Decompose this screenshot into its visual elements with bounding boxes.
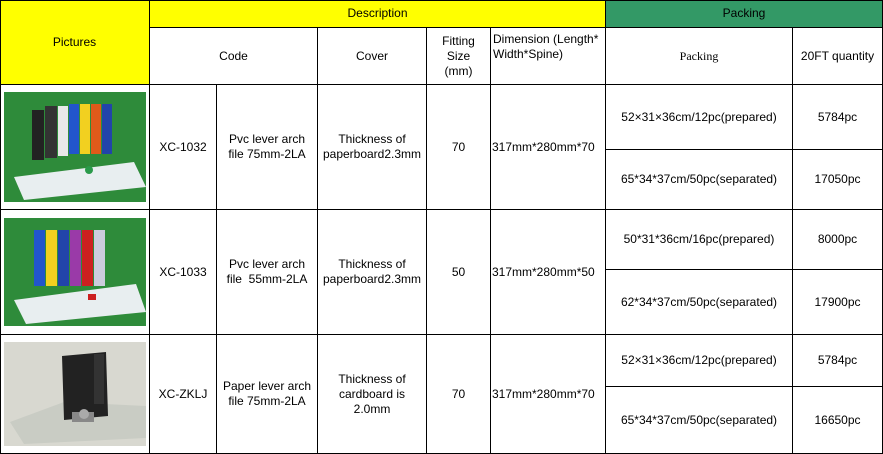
product-code: XC-1032 — [159, 139, 207, 154]
product-fitting-size: 70 — [451, 139, 466, 154]
header-cover — [318, 28, 427, 85]
product-name: Pvc lever arch file 55mm-2LA — [226, 257, 309, 286]
fitting-cell-2 — [427, 210, 491, 335]
name-cell-3 — [217, 335, 318, 454]
header-description-label: Description — [347, 6, 408, 20]
packing-cell-3b — [606, 387, 793, 454]
packing-quantity: 17900pc — [814, 294, 861, 309]
code-cell-1 — [150, 85, 217, 210]
product-photo-cell — [0, 210, 150, 335]
dimension-cell-3 — [491, 335, 606, 454]
packing-quantity: 17050pc — [814, 172, 861, 186]
name-cell-1 — [217, 85, 318, 210]
header-packing-group-label: Packing — [722, 6, 766, 20]
packing-spec: 52×31×36cm/12pc(prepared) — [621, 109, 777, 124]
quantity-cell-1a — [793, 85, 883, 150]
product-cover: Thickness of paperboard2.3mm — [322, 132, 422, 161]
code-cell-3 — [150, 335, 217, 454]
product-name: Pvc lever arch file 75mm-2LA — [228, 132, 306, 161]
product-name: Paper lever arch file 75mm-2LA — [222, 379, 312, 408]
header-code-label: Code — [219, 48, 248, 63]
header-fitting-size — [427, 28, 491, 85]
packing-quantity: 5784pc — [817, 353, 858, 367]
cover-cell-2 — [318, 210, 427, 335]
packing-cell-3a — [606, 335, 793, 387]
fitting-cell-3 — [427, 335, 491, 454]
product-photo-pvc-55 — [4, 218, 146, 326]
cover-cell-3 — [318, 335, 427, 454]
product-cover: Thickness of paperboard2.3mm — [322, 257, 422, 286]
product-dimension: 317mm*280mm*70 — [492, 386, 595, 401]
header-cover-label: Cover — [355, 48, 388, 63]
packing-spec: 65*34*37cm/50pc(separated) — [620, 412, 778, 427]
dimension-cell-1 — [491, 85, 606, 210]
quantity-cell-2b — [793, 270, 883, 335]
quantity-cell-2a — [793, 210, 883, 270]
product-photo-paper-75 — [4, 342, 146, 446]
header-quantity — [793, 28, 883, 85]
product-photo-cell — [0, 85, 150, 210]
dimension-cell-2 — [491, 210, 606, 335]
packing-spec: 65*34*37cm/50pc(separated) — [620, 172, 778, 186]
fitting-cell-1 — [427, 85, 491, 210]
product-photo-pvc-75 — [4, 92, 146, 202]
header-quantity-label: 20FT quantity — [800, 48, 875, 63]
product-photo-cell — [0, 335, 150, 454]
packing-cell-1a — [606, 85, 793, 150]
quantity-cell-3b — [793, 387, 883, 454]
header-packing-group — [606, 0, 883, 28]
product-cover: Thickness of cardboard is 2.0mm — [338, 371, 406, 416]
packing-spec: 50*31*36cm/16pc(prepared) — [623, 232, 775, 246]
cover-cell-1 — [318, 85, 427, 210]
product-code: XC-1033 — [159, 264, 207, 279]
header-dimension-label: Dimension (Length*Width*Spine) — [493, 32, 599, 61]
header-dimension — [491, 28, 606, 85]
packing-quantity: 5784pc — [817, 109, 858, 124]
packing-cell-2a — [606, 210, 793, 270]
quantity-cell-3a — [793, 335, 883, 387]
packing-cell-2b — [606, 270, 793, 335]
packing-quantity: 8000pc — [817, 232, 858, 246]
product-code: XC-ZKLJ — [158, 386, 208, 401]
packing-quantity: 16650pc — [814, 412, 861, 427]
product-fitting-size: 50 — [451, 264, 466, 279]
quantity-cell-1b — [793, 150, 883, 210]
packing-spec: 52×31×36cm/12pc(prepared) — [621, 353, 777, 367]
code-cell-2 — [150, 210, 217, 335]
packing-spec: 62*34*37cm/50pc(separated) — [620, 294, 778, 309]
product-fitting-size: 70 — [451, 386, 466, 401]
header-pictures-label: Pictures — [52, 34, 97, 49]
name-cell-2 — [217, 210, 318, 335]
packing-cell-1b — [606, 150, 793, 210]
header-description — [150, 0, 606, 28]
header-pictures — [0, 0, 150, 85]
header-fitting-size-label: Fitting Size (mm) — [442, 33, 475, 78]
header-packing — [606, 28, 793, 85]
product-dimension: 317mm*280mm*70 — [492, 139, 595, 154]
product-dimension: 317mm*280mm*50 — [492, 264, 595, 279]
header-packing-label: Packing — [679, 48, 719, 63]
header-code — [150, 28, 318, 85]
